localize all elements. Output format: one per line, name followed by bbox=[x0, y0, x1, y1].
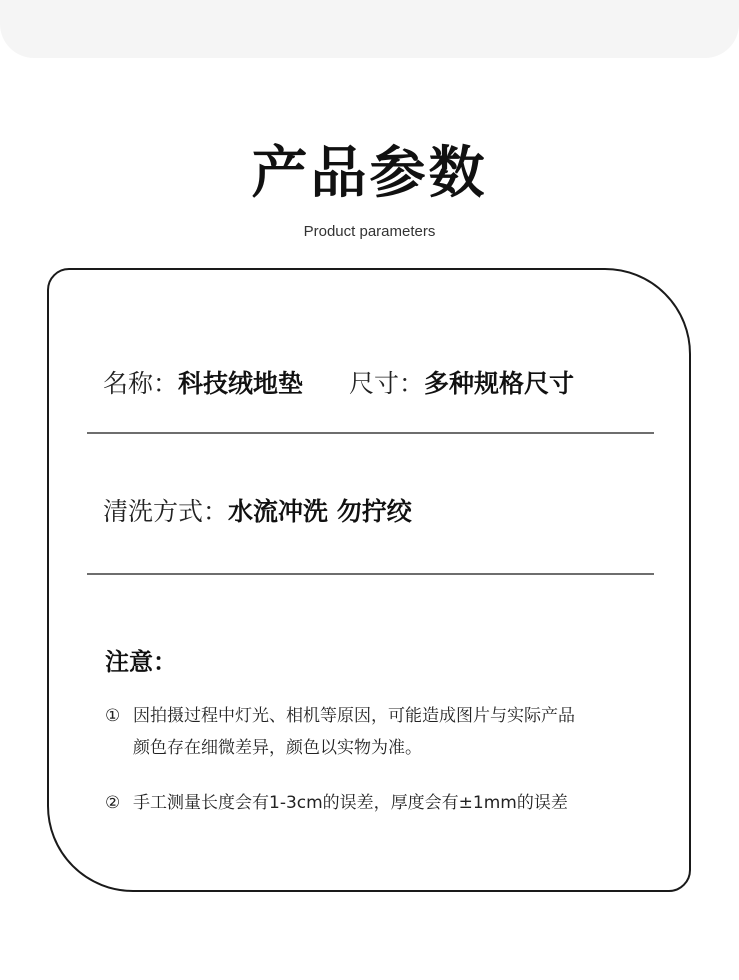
name-value: 科技绒地垫 bbox=[178, 369, 304, 398]
notes-title: 注意： bbox=[105, 648, 177, 676]
note-number: ① bbox=[105, 706, 121, 726]
divider bbox=[87, 573, 654, 575]
page-title: 产品参数 bbox=[251, 141, 488, 206]
note-text-line: 因拍摄过程中灯光、相机等原因，可能造成图片与实际产品 bbox=[133, 706, 575, 726]
divider bbox=[87, 432, 654, 434]
size-label: 尺寸： bbox=[349, 369, 425, 398]
page-subtitle: Product parameters bbox=[303, 223, 436, 240]
size-value: 多种规格尺寸 bbox=[424, 369, 575, 398]
note-number: ② bbox=[105, 793, 121, 813]
name-label: 名称： bbox=[103, 369, 179, 398]
top-banner-background bbox=[0, 0, 739, 58]
wash-value: 水流冲洗 勿拧绞 bbox=[228, 497, 412, 526]
note-text-line: 手工测量长度会有1-3cm的误差，厚度会有±1mm的误差 bbox=[133, 793, 568, 813]
wash-label: 清洗方式： bbox=[103, 497, 229, 526]
note-item bbox=[105, 787, 568, 819]
wash-row bbox=[103, 495, 412, 529]
note-item bbox=[105, 700, 575, 764]
name-size-row bbox=[103, 367, 574, 401]
parameters-card bbox=[47, 268, 691, 892]
note-text-line: 颜色存在细微差异，颜色以实物为准。 bbox=[133, 738, 422, 758]
